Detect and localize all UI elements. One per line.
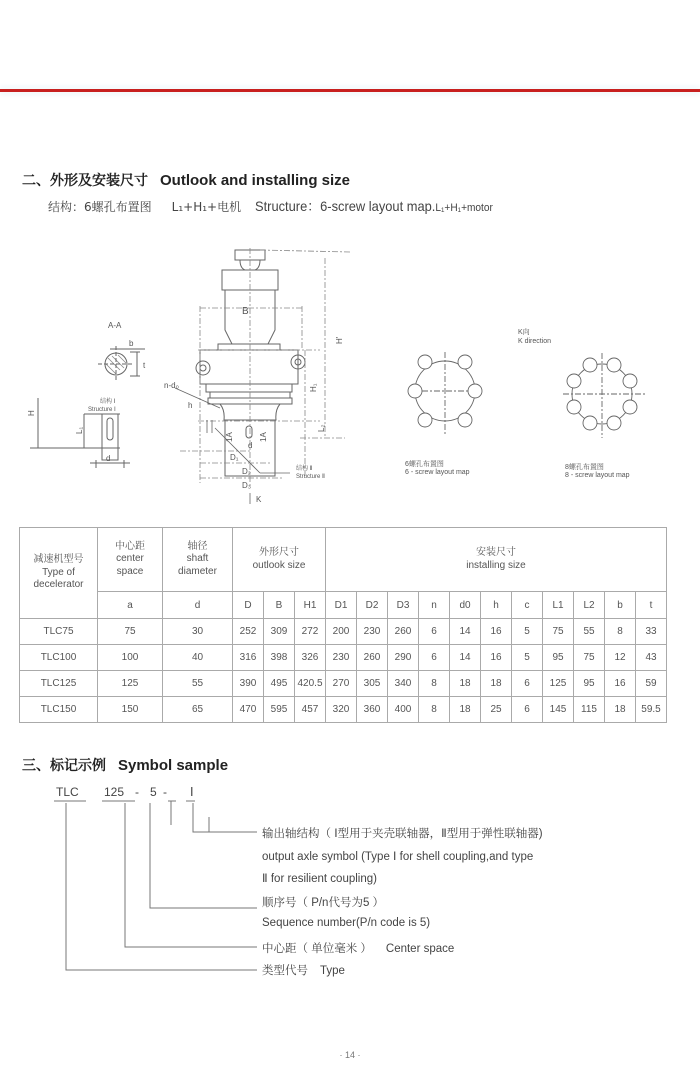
symbol-center-code: 125 [104, 785, 125, 799]
section2-title-en: Outlook and installing size [160, 172, 351, 189]
section2-number: 二、 [22, 173, 50, 189]
header-center-space: 中心距 center space [98, 528, 163, 592]
symbol-type-code: TLC [56, 785, 79, 799]
svg-text:1A: 1A [259, 432, 268, 442]
svg-text:L₂: L₂ [317, 424, 326, 432]
svg-text:D₃: D₃ [242, 481, 252, 490]
table-row: TLC75 75 30 252 309 272 200 230 260 6 14 16 5 75 55 8 33 [20, 619, 667, 645]
eight-screw-layout [563, 353, 645, 438]
svg-text:1A: 1A [225, 432, 234, 442]
svg-text:t: t [143, 361, 146, 370]
svg-text:Structure Ⅰ: Structure Ⅰ [88, 407, 116, 413]
svg-text:Structure Ⅱ: Structure Ⅱ [296, 474, 325, 480]
six-screw-layout [408, 352, 482, 434]
desc-seq-cn: 顺序号（ P/n代号为5 ） [262, 897, 385, 909]
desc-struct-en1: output axle symbol (Type Ⅰ for shell coupling,and type [262, 851, 534, 863]
svg-text:D₁: D₁ [230, 453, 239, 462]
section2-title-cn: 外形及安装尺寸 [50, 173, 148, 189]
table-row: TLC150 150 65 470 595 457 320 360 400 8 18 25 6 145 115 18 59.5 [20, 697, 667, 723]
technical-drawing [20, 248, 680, 510]
svg-text:6螺孔布置图: 6螺孔布置图 [405, 461, 444, 468]
svg-text:d: d [106, 454, 111, 463]
svg-text:结构 Ⅱ: 结构 Ⅱ [296, 466, 313, 472]
desc-center: 中心距（ 单位毫米 ） Center space [262, 943, 455, 955]
symbol-seq-code: 5 [150, 785, 157, 799]
svg-text:K向: K向 [518, 329, 530, 336]
desc-type: 类型代号 Type [262, 965, 345, 977]
header-shaft-diameter: 轴径 shaft diameter [163, 528, 233, 592]
svg-text:K direction: K direction [518, 338, 552, 345]
page-number: · 14 · [339, 1050, 361, 1060]
desc-struct-cn: 输出轴结构（ Ⅰ型用于夹壳联轴器，Ⅱ型用于弹性联轴器) [262, 828, 543, 840]
svg-text:h: h [188, 401, 193, 410]
subtitle-formula-cn: L₁+H₁+电机 [171, 200, 242, 214]
top-red-rule [0, 89, 700, 92]
section3-title-cn: 标记示例 [50, 758, 106, 774]
svg-text:结构 Ⅰ: 结构 Ⅰ [100, 399, 116, 405]
subtitle-cn: 结构：6螺孔布置图 [48, 200, 152, 214]
svg-text:H: H [27, 410, 36, 416]
desc-seq-en: Sequence number(P/n code is 5) [262, 917, 431, 929]
svg-text:D₂: D₂ [242, 467, 251, 476]
section3-title-en: Symbol sample [118, 757, 229, 774]
header-installing-size: 安装尺寸 installing size [326, 528, 667, 592]
table-row: TLC125 125 55 390 495 420.5 270 305 340 8 18 18 6 125 95 16 59 [20, 671, 667, 697]
svg-text:n-d₀: n-d₀ [164, 381, 179, 390]
svg-text:L₁: L₁ [75, 426, 84, 434]
svg-text:d: d [248, 441, 253, 450]
label-section-aa: A-A [108, 321, 122, 330]
structure-subtitle [48, 196, 514, 216]
symbol-struct-code: Ⅰ [190, 785, 194, 799]
subtitle-en: Structure：6-screw layout map.L₁+H₁+motor [255, 198, 493, 214]
header-type: 减速机型号 Type of decelerator [20, 528, 98, 619]
specification-table: 减速机型号 Type of decelerator 中心距 center space 轴径 shaft diameter 外形尺寸 outlook size 安装尺寸 installing size a d D B H1 D1 D2 D3 n d0 h c L1 L2 b t TLC75 75 30 252 309 272 200 230 260 6 14 16 5 75 55 8 33 TLC100 100 40 316 398 326 230 260 290 6 14 16 5 95 75 12 43 TLC125 125 55 390 495 420.5 270 305 340 8 18 18 6 125 95 16 59 TLC150 150 65 470 595 457 320 360 400 8 18 25 6 145 115 18 59.5 [19, 527, 667, 723]
svg-text:B: B [242, 306, 249, 317]
svg-text:K: K [256, 495, 262, 504]
section3-number: 三、 [22, 758, 50, 774]
svg-text:H': H' [335, 336, 344, 344]
symbol-sample: TLC 125 - 5 - Ⅰ 输出轴结构（ Ⅰ型用于夹壳联轴器，Ⅱ型用于弹性联轴器) output axle symbol (Type Ⅰ for shell coupling,and type Ⅱ for resilient coupling) 顺序号（ P/n代号为5 ） Sequence number(P/n code is 5) 中心距（ 单位毫米 ） Center space 类型代号 Type [0, 745, 700, 985]
header-outlook-size: 外形尺寸 outlook size [233, 528, 326, 592]
desc-struct-en2: Ⅱ for resilient coupling) [262, 873, 377, 885]
svg-text:8螺孔布置图: 8螺孔布置图 [565, 464, 604, 471]
svg-text:H₁: H₁ [309, 383, 318, 392]
section2-title [22, 170, 350, 190]
svg-text:6 - screw layout map: 6 - screw layout map [405, 469, 470, 476]
svg-text:8 - screw layout map: 8 - screw layout map [565, 472, 630, 479]
table-row: TLC100 100 40 316 398 326 230 260 290 6 14 16 5 95 75 12 43 [20, 645, 667, 671]
svg-text:b: b [129, 339, 134, 348]
